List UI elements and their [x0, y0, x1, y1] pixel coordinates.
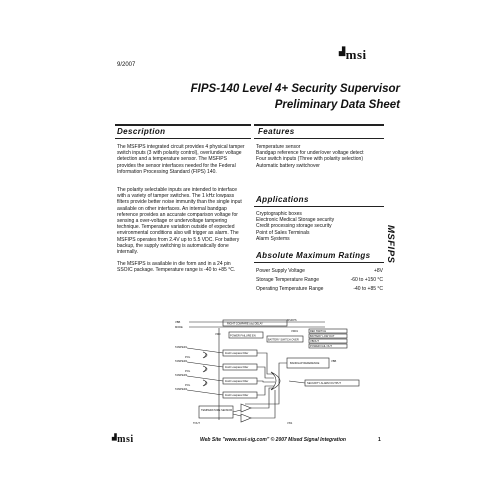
- output-label: MSFIPS: [287, 319, 297, 322]
- footer-logo: [112, 434, 134, 445]
- battery-switch-label: BATTERY SWITCH OVER: [268, 338, 299, 342]
- right-compare-label: RIGHT COMPARE (dc) DELAY: [227, 322, 263, 326]
- document-date: 9/2007: [117, 62, 136, 68]
- signal-label: VDD: [215, 333, 221, 336]
- wire: [257, 381, 275, 382]
- part-number-label: MSFIPS: [385, 225, 396, 264]
- feature-item: Temperature sensor: [256, 144, 301, 150]
- output-label: POWER FAIL OUT: [310, 345, 332, 348]
- ratings-rule: [254, 262, 384, 263]
- logo-mark-icon: ▟: [112, 435, 118, 441]
- rating-label: Storage Temperature Range: [256, 277, 320, 284]
- wire: [257, 386, 274, 395]
- misc-label: TOUT: [193, 422, 201, 425]
- wire: [187, 362, 223, 367]
- pol-label: POL: [185, 356, 191, 359]
- or-gate: [271, 372, 280, 390]
- application-item: Alarm Systems: [256, 235, 290, 242]
- description-heading: Description: [117, 127, 166, 136]
- tamper-label: TAMPER1: [175, 346, 188, 349]
- wire: [187, 376, 223, 381]
- output-label: REF SWITCH: [310, 330, 327, 333]
- feature-item: Automatic battery switchover: [256, 162, 320, 169]
- application-item: Cryptographic boxes: [256, 211, 302, 217]
- description-body: [117, 144, 247, 280]
- tamper-label: TAMPER3: [175, 374, 188, 377]
- pol-gate-3: [203, 380, 207, 386]
- applications-heading: Applications: [256, 195, 309, 204]
- wire: [233, 410, 241, 412]
- logo-mark-icon: ▟: [339, 47, 346, 56]
- features-list: [256, 144, 384, 169]
- applications-rule: [254, 206, 384, 207]
- features-heading: Features: [258, 127, 295, 136]
- block-diagram: [175, 318, 380, 428]
- comparator-1: [241, 404, 251, 412]
- power-failure-label: POWER FAILURE EN: [230, 334, 256, 338]
- wire: [187, 390, 223, 395]
- pol-label: POL: [185, 384, 191, 387]
- rating-label: Operating Temperature Range: [256, 286, 324, 293]
- part-number-sidebar: [384, 225, 398, 285]
- output-label: VDD1: [291, 330, 298, 333]
- document-title: FIPS-140 Level 4+ Security Supervisor: [190, 83, 400, 95]
- filter-label: 1kHz Lowpass Filter: [225, 394, 249, 397]
- feature-item: Bandgap reference for under/over voltage detect: [256, 150, 364, 157]
- description-paragraph-3: The MSFIPS is available in die form and in a 24 pin SSOIC package. Temperature range is -40 to +85 °C.: [117, 261, 236, 274]
- application-item: Electronic Medical Storage security: [256, 217, 335, 224]
- ratings-table: [256, 268, 383, 293]
- page-number: 1: [378, 437, 381, 443]
- rating-row: [256, 268, 383, 274]
- application-item: Credit processing storage security: [256, 223, 332, 230]
- logo-text: msi: [345, 47, 367, 62]
- misc-label: VSS: [287, 422, 293, 425]
- description-rule: [115, 124, 251, 126]
- applications-list: [256, 211, 384, 242]
- rating-label: Power Supply Voltage: [256, 268, 305, 274]
- pol-label: POL: [185, 370, 191, 373]
- ratings-heading: Absolute Maximum Ratings: [256, 251, 371, 260]
- description-paragraph-2: The polarity selectable inputs are intended to interface with a variety of tamper switches. The 1 kHz lowpass filters provide better noise immunity than the single input available on other interfaces. An internal bandgap reference provides an accurate comparison voltage for sensing a over-voltage or undervoltage tampering technique. Temperature variation outside of expected environmental conditions also will trigger as alarm. The MSFIPS operates from 2.4V up to 5.5 VDC. For battery backup, the supply switching is automatically done internally.: [117, 187, 242, 256]
- rating-value: -60 to +150 °C: [350, 277, 383, 284]
- tamper-label: TAMPER2: [175, 360, 188, 363]
- footer-website: Web Site "www.msi-sig.com" © 2007 Mixed Signal Integration: [200, 437, 346, 443]
- output-label: BATTERY LOW OUT: [310, 335, 335, 338]
- features-rule-bottom: [254, 138, 384, 139]
- filter-label: 1kHz Lowpass Filter: [225, 380, 249, 383]
- rating-value: -40 to +85 °C: [353, 286, 383, 293]
- filter-label: 1kHz Lowpass Filter: [225, 366, 249, 369]
- description-rule-bottom: [115, 138, 251, 139]
- pol-gate-2: [203, 366, 207, 372]
- bandgap-label: BANDGAP REFERENCE: [290, 362, 320, 365]
- pol-gate-1: [203, 352, 207, 358]
- wire: [233, 414, 241, 416]
- tamper-label: TAMPER4: [175, 388, 188, 391]
- signal-label: MODE: [175, 326, 183, 329]
- signal-label: VBB: [175, 321, 181, 324]
- filter-label: 1kHz Lowpass Filter: [225, 352, 249, 355]
- comparator-2: [241, 414, 251, 422]
- rating-value: +8V: [373, 268, 383, 274]
- rating-row: [256, 277, 383, 283]
- misc-label: VBB: [331, 360, 337, 363]
- application-item: Point of Sales Terminals: [256, 229, 310, 236]
- wire: [289, 381, 305, 383]
- description-paragraph-1: The MSFIPS integrated circuit provides 4 physical tamper switch inputs (3 with polarity control), over/under voltage detection and a temperature sensor. The MSFIPS provides the sensor interfaces needed for the Federal Information Processing Standard (FIPS) 140.: [117, 144, 245, 175]
- document-subtitle: Preliminary Data Sheet: [274, 99, 400, 111]
- rating-row: [256, 286, 383, 292]
- features-rule: [254, 124, 384, 126]
- temp-sensor-label: TEMPERATURE SENSOR: [201, 409, 233, 412]
- footer-logo-text: msi: [117, 434, 134, 445]
- company-logo: [339, 47, 367, 63]
- alarm-output-label: SECURITY ALARM OUTPUT: [307, 382, 341, 385]
- wire: [187, 348, 223, 353]
- feature-item: Four switch inputs (Three with polarity selection): [256, 156, 363, 163]
- temp-sensor-box: [199, 406, 233, 418]
- output-label: VBOUT: [310, 340, 319, 343]
